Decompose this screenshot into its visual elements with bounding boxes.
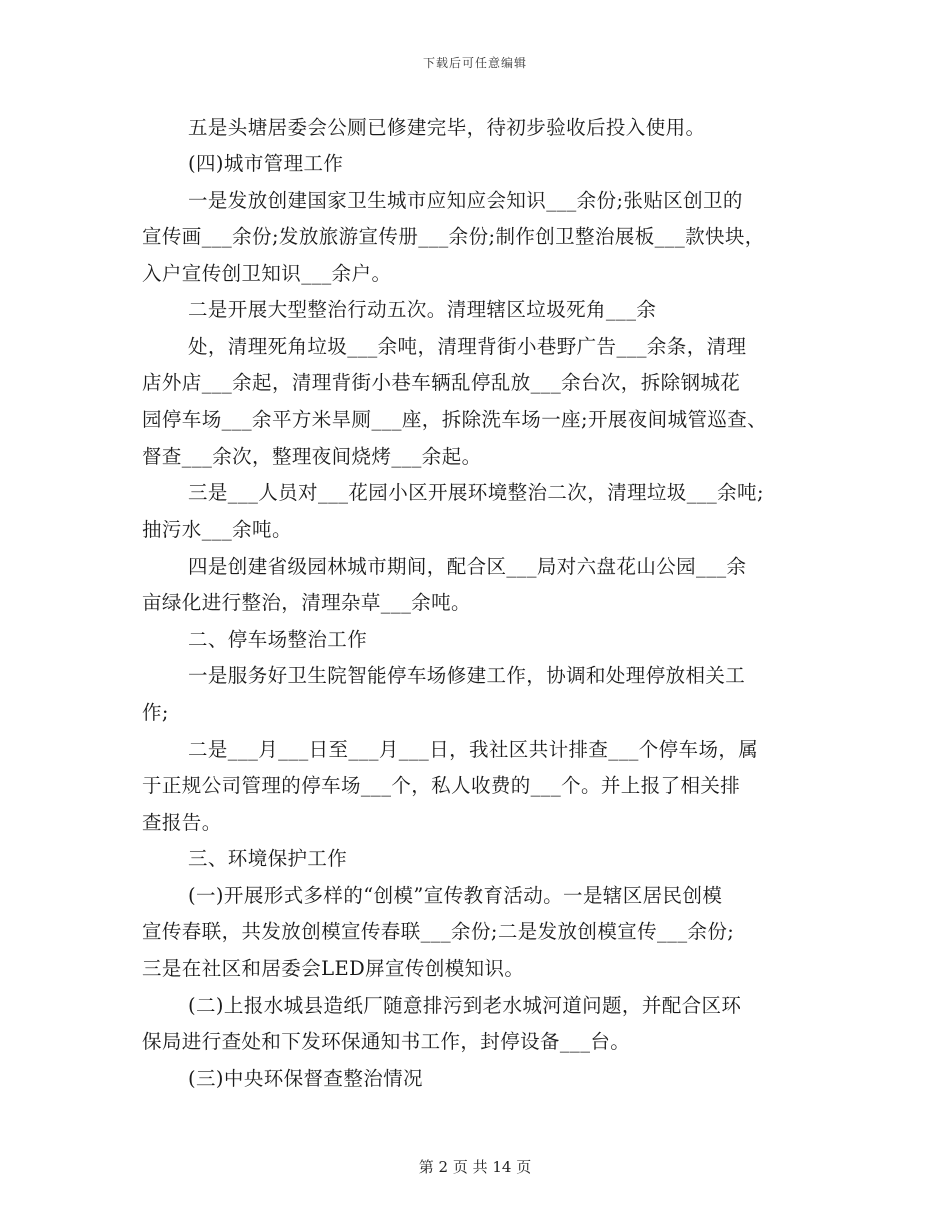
paragraph-line: 亩绿化进行整治，清理杂草___余吨。 bbox=[142, 591, 471, 614]
page-footer: 第 2 页 共 14 页 bbox=[418, 1158, 532, 1176]
page-header: 下载后可任意编辑 bbox=[422, 56, 527, 70]
section-heading: 二、停车场整治工作 bbox=[188, 628, 368, 651]
paragraph-line: 一是发放创建国家卫生城市应知应会知识___余份;张贴区创卫的 bbox=[188, 189, 743, 212]
paragraph-line: 宣传画___余份;发放旅游宣传册___余份;制作创卫整治展板___款快块， bbox=[142, 225, 765, 248]
paragraph-line: 店外店___余起，清理背街小巷车辆乱停乱放___余台次，拆除钢城花 bbox=[142, 371, 741, 394]
paragraph-line: 查报告。 bbox=[142, 811, 222, 834]
paragraph-line: (一)开展形式多样的“创模”宣传教育活动。一是辖区居民创模 bbox=[188, 884, 723, 907]
section-heading: (四)城市管理工作 bbox=[188, 152, 344, 175]
paragraph-line: (二)上报水城县造纸厂随意排污到老水城河道问题，并配合区环 bbox=[188, 994, 742, 1017]
paragraph-line: 三是___人员对___花园小区开展环境整治二次，清理垃圾___余吨; bbox=[188, 481, 764, 504]
paragraph-line: 抽污水___余吨。 bbox=[142, 518, 292, 541]
paragraph-line: 园停车场___余平方米旱厕___座，拆除洗车场一座;开展夜间城管巡查、 bbox=[142, 408, 768, 431]
paragraph-line: 五是头塘居委会公厕已修建完毕，待初步验收后投入使用。 bbox=[188, 116, 706, 139]
paragraph-line: 保局进行查处和下发环保通知书工作，封停设备___台。 bbox=[142, 1030, 631, 1053]
paragraph-line: 一是服务好卫生院智能停车场修建工作，协调和处理停放相关工 bbox=[188, 664, 746, 687]
paragraph-line: 入户宣传创卫知识___余户。 bbox=[142, 262, 392, 285]
section-heading: (三)中央环保督查整治情况 bbox=[188, 1067, 423, 1090]
paragraph-line: 四是创建省级园林城市期间，配合区___局对六盘花山公园___余 bbox=[188, 555, 747, 578]
paragraph-line: 处，清理死角垃圾___余吨，清理背街小巷野广告___余条，清理 bbox=[188, 335, 747, 358]
paragraph-line: 作; bbox=[142, 701, 169, 724]
paragraph-line: 二是开展大型整治行动五次。清理辖区垃圾死角___余 bbox=[188, 298, 657, 321]
paragraph-line: 三是在社区和居委会LED屏宣传创模知识。 bbox=[142, 957, 525, 980]
paragraph-line: 督查___余次，整理夜间烧烤___余起。 bbox=[142, 445, 482, 468]
paragraph-line: 宣传春联，共发放创模宣传春联___余份;二是发放创模宣传___余份; bbox=[142, 920, 735, 943]
paragraph-line: 二是___月___日至___月___日，我社区共计排查___个停车场，属 bbox=[188, 738, 759, 761]
section-heading: 三、环境保护工作 bbox=[188, 847, 348, 870]
paragraph-line: 于正规公司管理的停车场___个，私人收费的___个。并上报了相关排 bbox=[142, 774, 741, 797]
